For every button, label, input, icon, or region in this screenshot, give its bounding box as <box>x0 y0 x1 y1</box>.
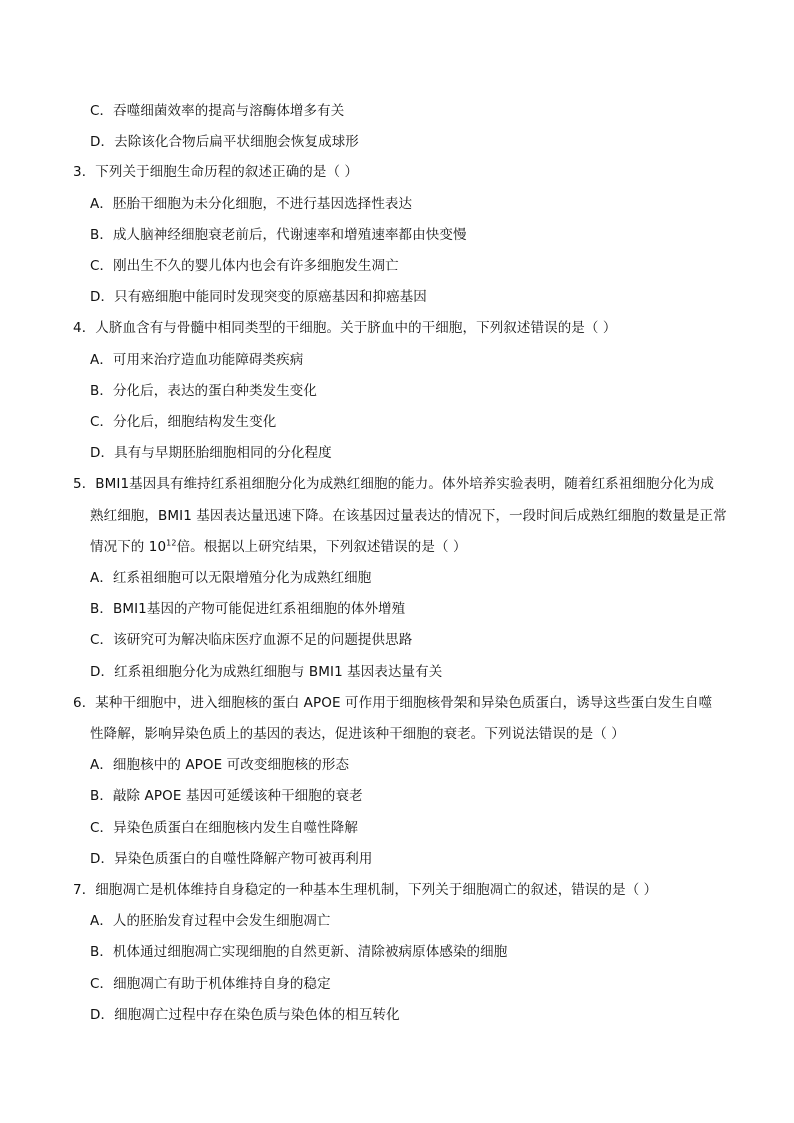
q4-option-c: C．分化后，细胞结构发生变化 <box>90 414 277 430</box>
q5-line3-part1: 情况下的 10 <box>90 539 167 555</box>
q6-option-a: A．细胞核中的 APOE 可改变细胞核的形态 <box>90 757 350 773</box>
question-6-stem-line1: 6．某种干细胞中，进入细胞核的蛋白 APOE 可作用于细胞核骨架和异染色质蛋白，诱导这些蛋白发生自噬 <box>73 695 713 711</box>
q4-option-b: B．分化后，表达的蛋白种类发生变化 <box>90 383 317 399</box>
question-4-stem: 4．人脐血含有与骨髓中相同类型的干细胞。关于脐血中的干细胞，下列叙述错误的是（ ） <box>73 320 617 336</box>
question-5-stem-line1: 5．BMI1基因具有维持红系祖细胞分化为成熟红细胞的能力。体外培养实验表明，随着红系祖细胞分化为成 <box>73 476 714 492</box>
q4-option-a: A．可用来治疗造血功能障碍类疾病 <box>90 352 304 368</box>
q5-exponent: 12 <box>166 538 177 548</box>
question-6-stem-line2: 性降解，影响异染色质上的基因的表达，促进该种干细胞的衰老。下列说法错误的是（ ） <box>90 726 625 742</box>
q3-option-b: B．成人脑神经细胞衰老前后，代谢速率和增殖速率都由快变慢 <box>90 227 467 243</box>
q3-option-c: C．刚出生不久的婴儿体内也会有许多细胞发生凋亡 <box>90 258 399 274</box>
q5-option-b: B．BMI1基因的产物可能促进红系祖细胞的体外增殖 <box>90 601 406 617</box>
q5-option-c: C．该研究可为解决临床医疗血源不足的问题提供思路 <box>90 632 413 648</box>
q5-option-d: D．红系祖细胞分化为成熟红细胞与 BMI1 基因表达量有关 <box>90 664 443 680</box>
q7-option-a: A．人的胚胎发育过程中会发生细胞凋亡 <box>90 913 331 929</box>
q3-option-d: D．只有癌细胞中能同时发现突变的原癌基因和抑癌基因 <box>90 289 427 305</box>
question-3-stem: 3．下列关于细胞生命历程的叙述正确的是（ ） <box>73 164 359 180</box>
q5-option-a: A．红系祖细胞可以无限增殖分化为成熟红细胞 <box>90 570 372 586</box>
q7-option-d: D．细胞凋亡过程中存在染色质与染色体的相互转化 <box>90 1007 400 1023</box>
q6-option-c: C．异染色质蛋白在细胞核内发生自噬性降解 <box>90 820 358 836</box>
q5-line3-part2: 倍。根据以上研究结果，下列叙述错误的是（ ） <box>176 539 467 555</box>
q4-option-d: D．具有与早期胚胎细胞相同的分化程度 <box>90 445 332 461</box>
question-5-stem-line2: 熟红细胞，BMI1 基因表达量迅速下降。在该基因过量表达的情况下，一段时间后成熟红细胞的数量是正常 <box>90 508 727 524</box>
q2-option-d: D．去除该化合物后扁平状细胞会恢复成球形 <box>90 134 359 150</box>
q7-option-c: C．细胞凋亡有助于机体维持自身的稳定 <box>90 976 331 992</box>
q3-option-a: A．胚胎干细胞为未分化细胞，不进行基因选择性表达 <box>90 196 413 212</box>
q6-option-d: D．异染色质蛋白的自噬性降解产物可被再利用 <box>90 851 373 867</box>
q2-option-c: C．吞噬细菌效率的提高与溶酶体增多有关 <box>90 103 345 119</box>
q7-option-b: B．机体通过细胞凋亡实现细胞的自然更新、清除被病原体感染的细胞 <box>90 944 508 960</box>
question-7-stem: 7．细胞凋亡是机体维持自身稳定的一种基本生理机制，下列关于细胞凋亡的叙述，错误的是（ ） <box>73 882 658 898</box>
q6-option-b: B．敲除 APOE 基因可延缓该种干细胞的衰老 <box>90 788 363 804</box>
question-5-stem-line3 <box>90 537 467 557</box>
